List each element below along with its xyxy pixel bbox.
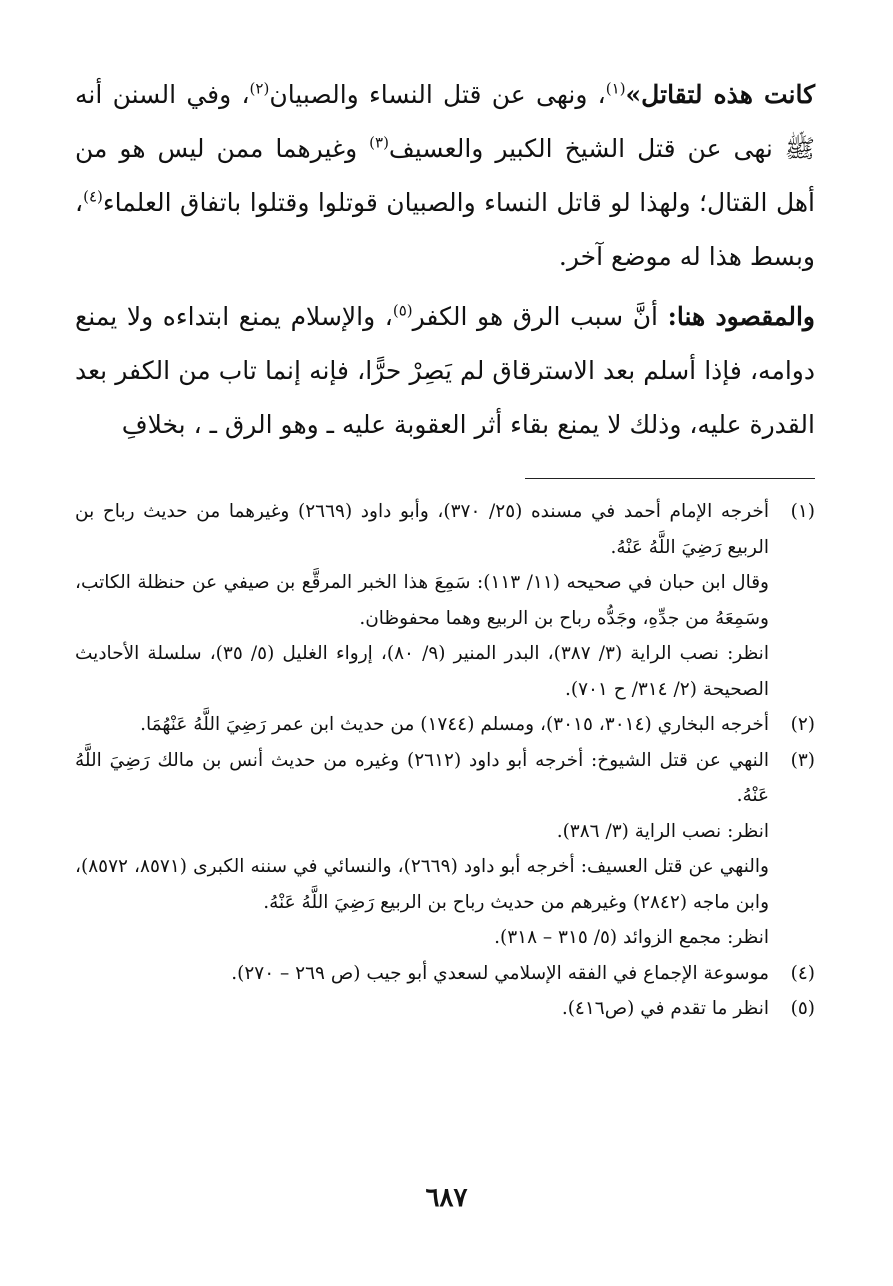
paragraph-1-text-b: ، وفي السنن أنه ﷺ نهى عن قتل الشيخ الكبير والعسيف — [75, 80, 815, 163]
paragraph-2-text-b: ، والإسلام يمنع ابتداءه ولا يمنع دوامه، فإذا أسلم بعد الاسترقاق لم يَصِرْ حرًّا، فإنه إنما تاب من الكفر بعد القدرة عليه، وذلك لا يمنع بقاء أثر العقوبة عليه ـ وهو الرق ـ ، بخلافِ — [75, 302, 815, 439]
footnote-body — [75, 991, 769, 1027]
footnote-ref-4[interactable]: (٤) — [83, 187, 103, 206]
footnote-number: (١) — [790, 501, 815, 522]
footnote-number: (٣) — [790, 749, 815, 771]
paragraph-2-lead: والمقصود هنا: — [667, 302, 815, 331]
footnote-paragraph: انظر: نصب الراية (٣/ ٣٨٧)، البدر المنير (٩/ ٨٠)، إرواء الغليل (٥/ ٣٥)، سلسلة الأحاديث الصحيحة (٢/ ٣١٤/ ح ٧٠١). — [75, 643, 769, 700]
main-text — [75, 68, 815, 452]
footnote-2 — [75, 707, 815, 743]
footnote-divider — [525, 478, 815, 479]
paragraph-1 — [75, 68, 815, 284]
footnote-body — [75, 494, 769, 707]
footnote-paragraph: انظر: مجمع الزوائد (٥/ ٣١٥ – ٣١٨). — [494, 927, 769, 948]
footnote-ref-3[interactable]: (٣) — [369, 133, 389, 152]
footnote-paragraph: والنهي عن قتل العسيف: أخرجه أبو داود (٢٦٦٩)، والنسائي في سننه الكبرى (٨٥٧١، ٨٥٧٢)، وابن ماجه (٢٨٤٢) وغيرهم من حديث رباح بن الربيع رَضِيَ اللَّهُ عَنْهُ. — [75, 856, 769, 913]
footnote-ref-5[interactable]: (٥) — [392, 301, 413, 320]
footnote-number: (٥) — [790, 998, 815, 1019]
footnote-number: (٤) — [790, 962, 815, 984]
paragraph-1-lead: كانت هذه لتقاتل» — [625, 80, 816, 109]
footnote-1 — [75, 494, 815, 707]
paragraph-1-text-c: وغيرهما ممن ليس هو من أهل القتال؛ ولهذا لو قاتل النساء والصبيان قوتلوا وقتلوا باتفاق العلماء — [75, 134, 815, 217]
footnote-5 — [75, 991, 815, 1027]
footnote-paragraph: أخرجه البخاري (٣٠١٤، ٣٠١٥)، ومسلم (١٧٤٤) من حديث ابن عمر رَضِيَ اللَّهُ عَنْهُمَا. — [140, 714, 769, 735]
footnote-paragraph: انظر: نصب الراية (٣/ ٣٨٦). — [556, 820, 769, 842]
footnote-body — [75, 707, 769, 743]
footnote-ref-1[interactable]: (١) — [605, 79, 626, 98]
paragraph-1-text-a: ، ونهى عن قتل النساء والصبيان — [269, 80, 606, 109]
footnote-paragraph: أخرجه الإمام أحمد في مسنده (٢٥/ ٣٧٠)، وأبو داود (٢٦٦٩) وغيرهما من حديث رباح بن الربيع رَضِيَ اللَّهُ عَنْهُ. — [75, 501, 769, 558]
footnote-4 — [75, 956, 815, 992]
paragraph-1-text-d: ، وبسط هذا له موضع آخر. — [75, 188, 815, 271]
footnote-paragraph: وقال ابن حبان في صحيحه (١١/ ١١٣): سَمِعَ هذا الخبر المرقَّع بن صيفي عن حنظلة الكاتب، وسَمِعَهُ من جدِّهِ، وجَدُّه رباح بن الربيع وهما محفوظان. — [75, 572, 769, 629]
footnote-paragraph: النهي عن قتل الشيوخ: أخرجه أبو داود (٢٦١٢) وغيره من حديث أنس بن مالك رَضِيَ اللَّهُ عَنْهُ. — [75, 749, 769, 806]
paragraph-2-text-a: أنَّ سبب الرق هو الكفر — [412, 302, 668, 331]
paragraph-2 — [75, 290, 815, 452]
footnote-ref-2[interactable]: (٢) — [249, 79, 270, 98]
page-number: ٦٨٧ — [425, 1183, 468, 1213]
footnote-body — [75, 743, 769, 956]
footnote-number: (٢) — [790, 714, 815, 735]
footnote-paragraph: انظر ما تقدم في (ص٤١٦). — [561, 998, 769, 1019]
footnote-paragraph: موسوعة الإجماع في الفقه الإسلامي لسعدي أبو جيب (ص ٢٦٩ – ٢٧٠). — [231, 962, 769, 984]
footnote-body — [75, 956, 769, 992]
footnote-3 — [75, 743, 815, 956]
footnotes — [75, 494, 815, 1027]
